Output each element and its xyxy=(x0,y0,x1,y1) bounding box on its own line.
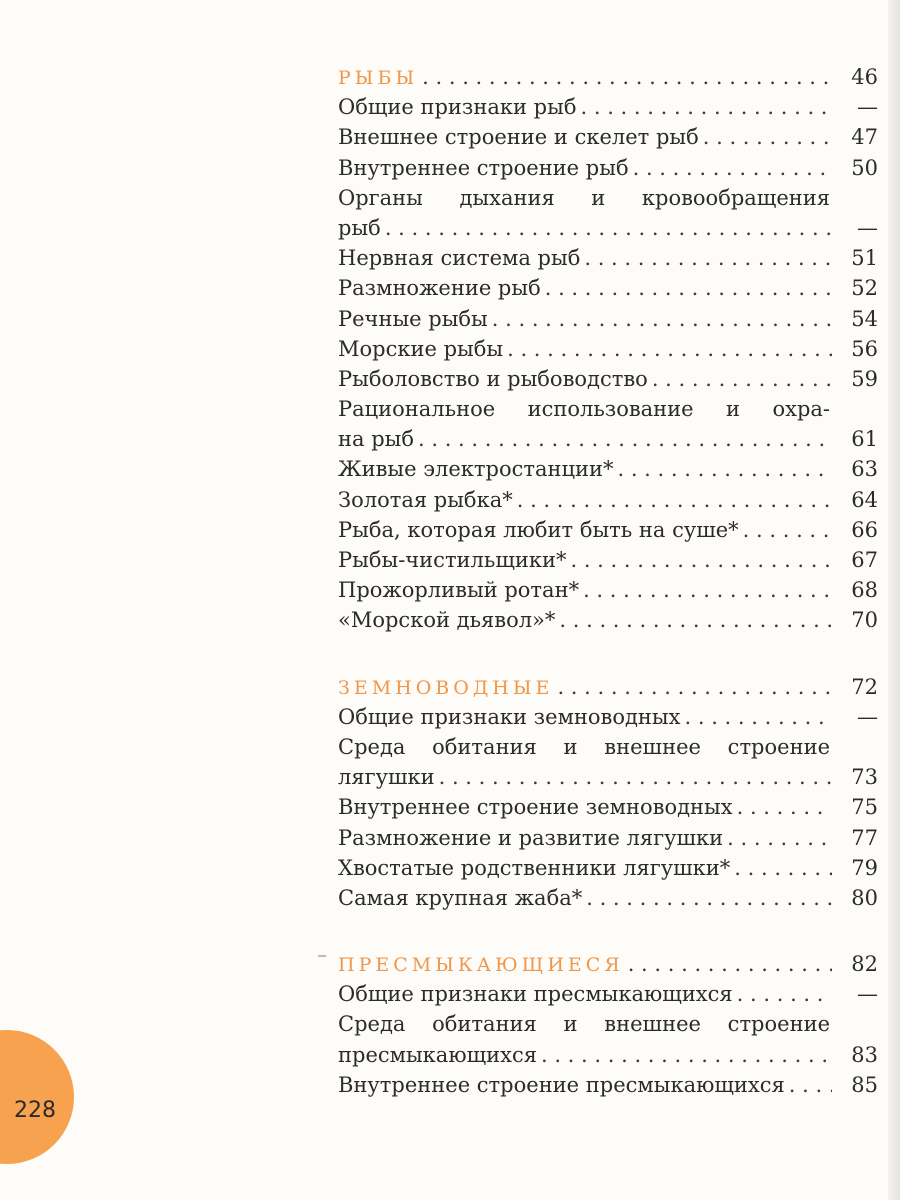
entry-title: Речные рыбы xyxy=(338,306,488,331)
entry-title: лягушки xyxy=(338,765,435,790)
toc-entry[interactable] xyxy=(338,304,878,334)
section-fish xyxy=(338,62,878,636)
page-number: 66 xyxy=(851,517,878,542)
dot-leader xyxy=(545,273,832,303)
entry-title: Органы дыхания и кровообращения xyxy=(338,185,830,210)
dot-leader xyxy=(541,1040,832,1070)
dot-leader xyxy=(581,92,833,122)
toc-entry[interactable] xyxy=(338,213,878,243)
entry-title: Нервная система рыб xyxy=(338,246,581,271)
toc-entry[interactable] xyxy=(338,853,878,883)
page-number: 85 xyxy=(851,1072,878,1097)
entry-title: Общие признаки рыб xyxy=(338,95,577,120)
toc-entry[interactable] xyxy=(338,1040,878,1070)
page-number: — xyxy=(857,215,878,240)
dot-leader xyxy=(422,62,832,92)
page-number: 50 xyxy=(851,155,878,180)
dot-leader xyxy=(584,243,832,273)
dot-leader xyxy=(737,979,832,1009)
entry-title: Морские рыбы xyxy=(338,336,504,361)
page-number: 75 xyxy=(851,795,878,820)
section-reptiles xyxy=(338,949,878,1100)
page-number: — xyxy=(857,95,878,120)
entry-title: Среда обитания и внешнее строение xyxy=(338,1012,830,1037)
toc-entry[interactable] xyxy=(338,702,878,732)
entry-title: «Морской дьявол»* xyxy=(338,608,556,633)
page-number: 67 xyxy=(851,548,878,572)
page-number: — xyxy=(857,704,878,729)
page-number: 52 xyxy=(851,276,878,301)
entry-title: Общие признаки земноводных xyxy=(338,704,681,729)
entry-title: рыб xyxy=(338,215,381,240)
page-number: 82 xyxy=(851,952,878,977)
section-title: ЗЕМНОВОДНЫЕ xyxy=(338,676,554,699)
entry-title: Хвостатые родственники лягушки* xyxy=(338,855,731,880)
dot-leader xyxy=(570,545,832,575)
page-number: 59 xyxy=(851,366,878,391)
page-number: 83 xyxy=(851,1042,878,1067)
toc-entry[interactable] xyxy=(338,153,878,183)
toc-entry[interactable] xyxy=(338,605,878,635)
toc-entry[interactable] xyxy=(338,334,878,364)
page-number: 61 xyxy=(851,427,878,452)
dot-leader xyxy=(685,702,833,732)
toc-entry[interactable] xyxy=(338,545,878,575)
entry-title: Среда обитания и внешнее строение xyxy=(338,734,830,759)
dot-leader xyxy=(557,672,832,702)
entry-title: Внутреннее строение пресмыкающихся xyxy=(338,1072,785,1097)
entry-title: Внешнее строение и скелет рыб xyxy=(338,125,699,150)
page-number: 68 xyxy=(851,578,878,603)
dot-leader xyxy=(743,515,832,545)
dot-leader xyxy=(628,949,832,979)
toc-entry[interactable] xyxy=(338,485,878,515)
dot-leader xyxy=(559,605,832,635)
dot-leader xyxy=(517,485,832,515)
page-number: 54 xyxy=(851,306,878,331)
toc-entry[interactable] xyxy=(338,1070,878,1100)
dot-leader xyxy=(507,334,832,364)
page-number-badge xyxy=(0,1030,74,1164)
entry-title: Общие признаки пресмыкающихся xyxy=(338,982,733,1007)
dot-leader xyxy=(734,853,832,883)
dot-leader xyxy=(633,153,832,183)
toc-entry[interactable] xyxy=(338,243,878,273)
toc-entry[interactable] xyxy=(338,122,878,152)
toc-entry[interactable] xyxy=(338,424,878,454)
entry-title: Размножение рыб xyxy=(338,276,541,301)
page-number: 80 xyxy=(851,885,878,910)
toc-entry[interactable] xyxy=(338,183,878,213)
toc-entry[interactable] xyxy=(338,575,878,605)
dot-leader xyxy=(789,1070,832,1100)
dot-leader xyxy=(586,883,832,913)
dot-leader xyxy=(617,454,832,484)
dot-leader xyxy=(737,792,832,822)
toc-entry[interactable] xyxy=(338,1009,878,1039)
entry-title: Прожорливый ротан* xyxy=(338,578,580,603)
entry-title: Золотая рыбка* xyxy=(338,487,513,512)
toc-entry[interactable] xyxy=(338,792,878,822)
page-number: 77 xyxy=(851,825,878,850)
page-number: 64 xyxy=(851,487,878,512)
dot-leader xyxy=(703,122,832,152)
toc-entry[interactable] xyxy=(338,762,878,792)
page-edge xyxy=(888,0,900,1200)
page-number: — xyxy=(857,982,878,1007)
toc-entry[interactable] xyxy=(338,454,878,484)
toc-entry[interactable] xyxy=(338,273,878,303)
toc-entry[interactable] xyxy=(338,823,878,853)
toc-entry[interactable] xyxy=(338,92,878,122)
entry-title: Живые электростанции* xyxy=(338,457,614,482)
page-number: 47 xyxy=(851,125,878,150)
page-number: 73 xyxy=(851,765,878,790)
section-heading[interactable] xyxy=(338,62,878,92)
entry-title: Рыбы-чистильщики* xyxy=(338,548,567,572)
dot-leader xyxy=(583,575,832,605)
dot-leader xyxy=(418,424,832,454)
section-amphibians xyxy=(338,672,878,914)
toc-entry[interactable] xyxy=(338,364,878,394)
section-heading[interactable] xyxy=(338,672,878,702)
toc-entry[interactable] xyxy=(338,883,878,913)
entry-title: Рыба, которая любит быть на суше* xyxy=(338,517,739,542)
page-number: 51 xyxy=(851,246,878,271)
margin-tick-mark xyxy=(318,955,326,957)
dot-leader xyxy=(727,823,832,853)
entry-title: на рыб xyxy=(338,427,414,452)
page-number: 63 xyxy=(851,457,878,482)
toc-entry[interactable] xyxy=(338,394,878,424)
dot-leader xyxy=(652,364,832,394)
page-number: 56 xyxy=(851,336,878,361)
dot-leader xyxy=(385,213,832,243)
table-of-contents xyxy=(338,62,878,1136)
entry-title: Внутреннее строение земноводных xyxy=(338,795,733,820)
page-number: 46 xyxy=(851,65,878,89)
entry-title: Внутреннее строение рыб xyxy=(338,155,629,180)
toc-entry[interactable] xyxy=(338,732,878,762)
page-number-label: 228 xyxy=(14,1098,56,1123)
dot-leader xyxy=(492,304,832,334)
dot-leader xyxy=(439,762,832,792)
entry-title: Самая крупная жаба* xyxy=(338,885,583,910)
entry-title: пресмыкающихся xyxy=(338,1042,537,1067)
page-number: 72 xyxy=(851,674,878,699)
entry-title: Рыболовство и рыбоводство xyxy=(338,366,648,391)
section-title: ПРЕСМЫКАЮЩИЕСЯ xyxy=(338,954,624,977)
entry-title: Размножение и развитие лягушки xyxy=(338,825,724,850)
page-number: 70 xyxy=(851,608,878,633)
entry-title: Рациональное использование и охра- xyxy=(338,397,830,422)
page-number: 79 xyxy=(851,855,878,880)
toc-entry[interactable] xyxy=(338,515,878,545)
toc-entry[interactable] xyxy=(338,979,878,1009)
section-title: РЫБЫ xyxy=(338,67,419,89)
section-heading[interactable] xyxy=(338,949,878,979)
